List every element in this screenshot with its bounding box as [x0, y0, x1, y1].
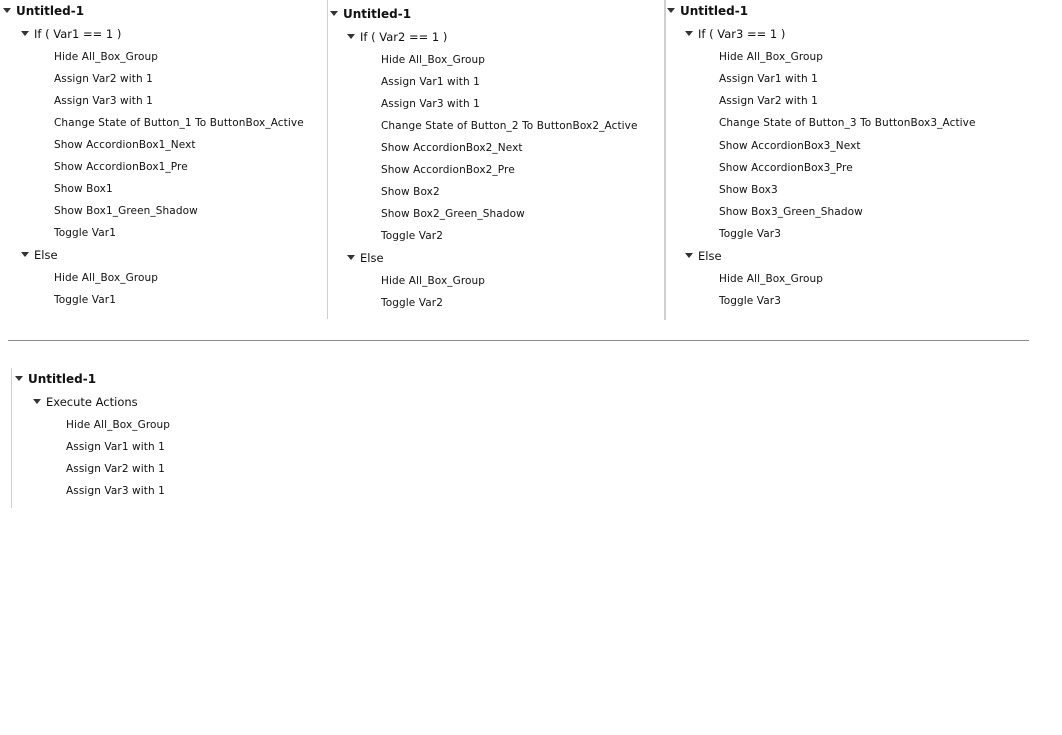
action-item[interactable]: Assign Var2 with 1 — [719, 95, 818, 107]
action-item[interactable]: Change State of Button_2 To ButtonBox2_Active — [381, 120, 638, 132]
action-item[interactable]: Hide All_Box_Group — [381, 54, 486, 66]
triangle-down-icon[interactable] — [347, 34, 355, 39]
action-item[interactable]: Toggle Var1 — [54, 227, 116, 239]
action-item[interactable]: Assign Var1 with 1 — [719, 73, 818, 85]
action-item[interactable]: Assign Var1 with 1 — [66, 441, 165, 453]
action-item[interactable]: Hide All_Box_Group — [66, 419, 171, 431]
else-label: Else — [698, 249, 722, 263]
action-item[interactable]: Hide All_Box_Group — [381, 275, 486, 287]
action-item[interactable]: Change State of Button_1 To ButtonBox_Active — [54, 117, 304, 129]
if-branch[interactable] — [347, 30, 447, 44]
else-branch[interactable] — [21, 248, 58, 262]
action-item[interactable]: Hide All_Box_Group — [719, 273, 824, 285]
else-label: Else — [34, 248, 58, 262]
action-item[interactable]: Toggle Var3 — [719, 295, 781, 307]
action-item[interactable]: Assign Var2 with 1 — [54, 73, 153, 85]
triangle-down-icon[interactable] — [667, 8, 675, 13]
action-item[interactable]: Assign Var3 with 1 — [54, 95, 153, 107]
action-tree-panel-3 — [665, 0, 1006, 320]
tree-root[interactable] — [15, 372, 96, 386]
action-tree-panel-2 — [328, 0, 665, 320]
action-item[interactable]: Assign Var2 with 1 — [66, 463, 165, 475]
action-item[interactable]: Show Box2_Green_Shadow — [381, 208, 525, 220]
action-item[interactable]: Show AccordionBox2_Next — [381, 142, 523, 154]
action-item[interactable]: Show Box2 — [381, 186, 440, 198]
tree-root[interactable] — [667, 4, 748, 18]
if-branch[interactable] — [21, 27, 121, 41]
triangle-down-icon[interactable] — [21, 252, 29, 257]
action-tree-panel-execute — [11, 368, 312, 508]
execute-actions-label: Execute Actions — [46, 395, 138, 409]
triangle-down-icon[interactable] — [21, 31, 29, 36]
action-item[interactable]: Show Box1 — [54, 183, 113, 195]
triangle-down-icon[interactable] — [15, 376, 23, 381]
action-item[interactable]: Show AccordionBox1_Pre — [54, 161, 188, 173]
action-item[interactable]: Show AccordionBox3_Next — [719, 140, 861, 152]
action-item[interactable]: Assign Var1 with 1 — [381, 76, 480, 88]
tree-root-label: Untitled-1 — [343, 7, 412, 21]
triangle-down-icon[interactable] — [3, 8, 11, 13]
triangle-down-icon[interactable] — [685, 31, 693, 36]
action-item[interactable]: Show Box3_Green_Shadow — [719, 206, 863, 218]
tree-root-label: Untitled-1 — [680, 4, 749, 18]
action-item[interactable]: Show Box3 — [719, 184, 778, 196]
horizontal-divider — [8, 340, 1029, 341]
action-item[interactable]: Change State of Button_3 To ButtonBox3_Active — [719, 117, 976, 129]
else-label: Else — [360, 251, 384, 265]
action-item[interactable]: Assign Var3 with 1 — [66, 485, 165, 497]
action-item[interactable]: Show AccordionBox2_Pre — [381, 164, 515, 176]
tree-root[interactable] — [330, 7, 411, 21]
tree-root[interactable] — [3, 4, 84, 18]
action-item[interactable]: Toggle Var2 — [381, 230, 443, 242]
triangle-down-icon[interactable] — [33, 399, 41, 404]
action-tree-panel-1 — [0, 0, 328, 319]
action-item[interactable]: Show AccordionBox1_Next — [54, 139, 196, 151]
tree-root-label: Untitled-1 — [16, 4, 85, 18]
if-condition-label: If ( Var1 == 1 ) — [34, 27, 122, 41]
if-condition-label: If ( Var3 == 1 ) — [698, 27, 786, 41]
action-item[interactable]: Hide All_Box_Group — [54, 272, 159, 284]
if-branch[interactable] — [685, 27, 785, 41]
else-branch[interactable] — [347, 251, 384, 265]
if-condition-label: If ( Var2 == 1 ) — [360, 30, 448, 44]
else-branch[interactable] — [685, 249, 722, 263]
tree-root-label: Untitled-1 — [28, 372, 97, 386]
action-item[interactable]: Toggle Var3 — [719, 228, 781, 240]
action-item[interactable]: Hide All_Box_Group — [719, 51, 824, 63]
action-item[interactable]: Hide All_Box_Group — [54, 51, 159, 63]
action-item[interactable]: Toggle Var2 — [381, 297, 443, 309]
action-item[interactable]: Show Box1_Green_Shadow — [54, 205, 198, 217]
triangle-down-icon[interactable] — [347, 255, 355, 260]
action-item[interactable]: Toggle Var1 — [54, 294, 116, 306]
triangle-down-icon[interactable] — [330, 11, 338, 16]
action-item[interactable]: Show AccordionBox3_Pre — [719, 162, 853, 174]
triangle-down-icon[interactable] — [685, 253, 693, 258]
execute-actions-group[interactable] — [33, 395, 138, 409]
action-item[interactable]: Assign Var3 with 1 — [381, 98, 480, 110]
